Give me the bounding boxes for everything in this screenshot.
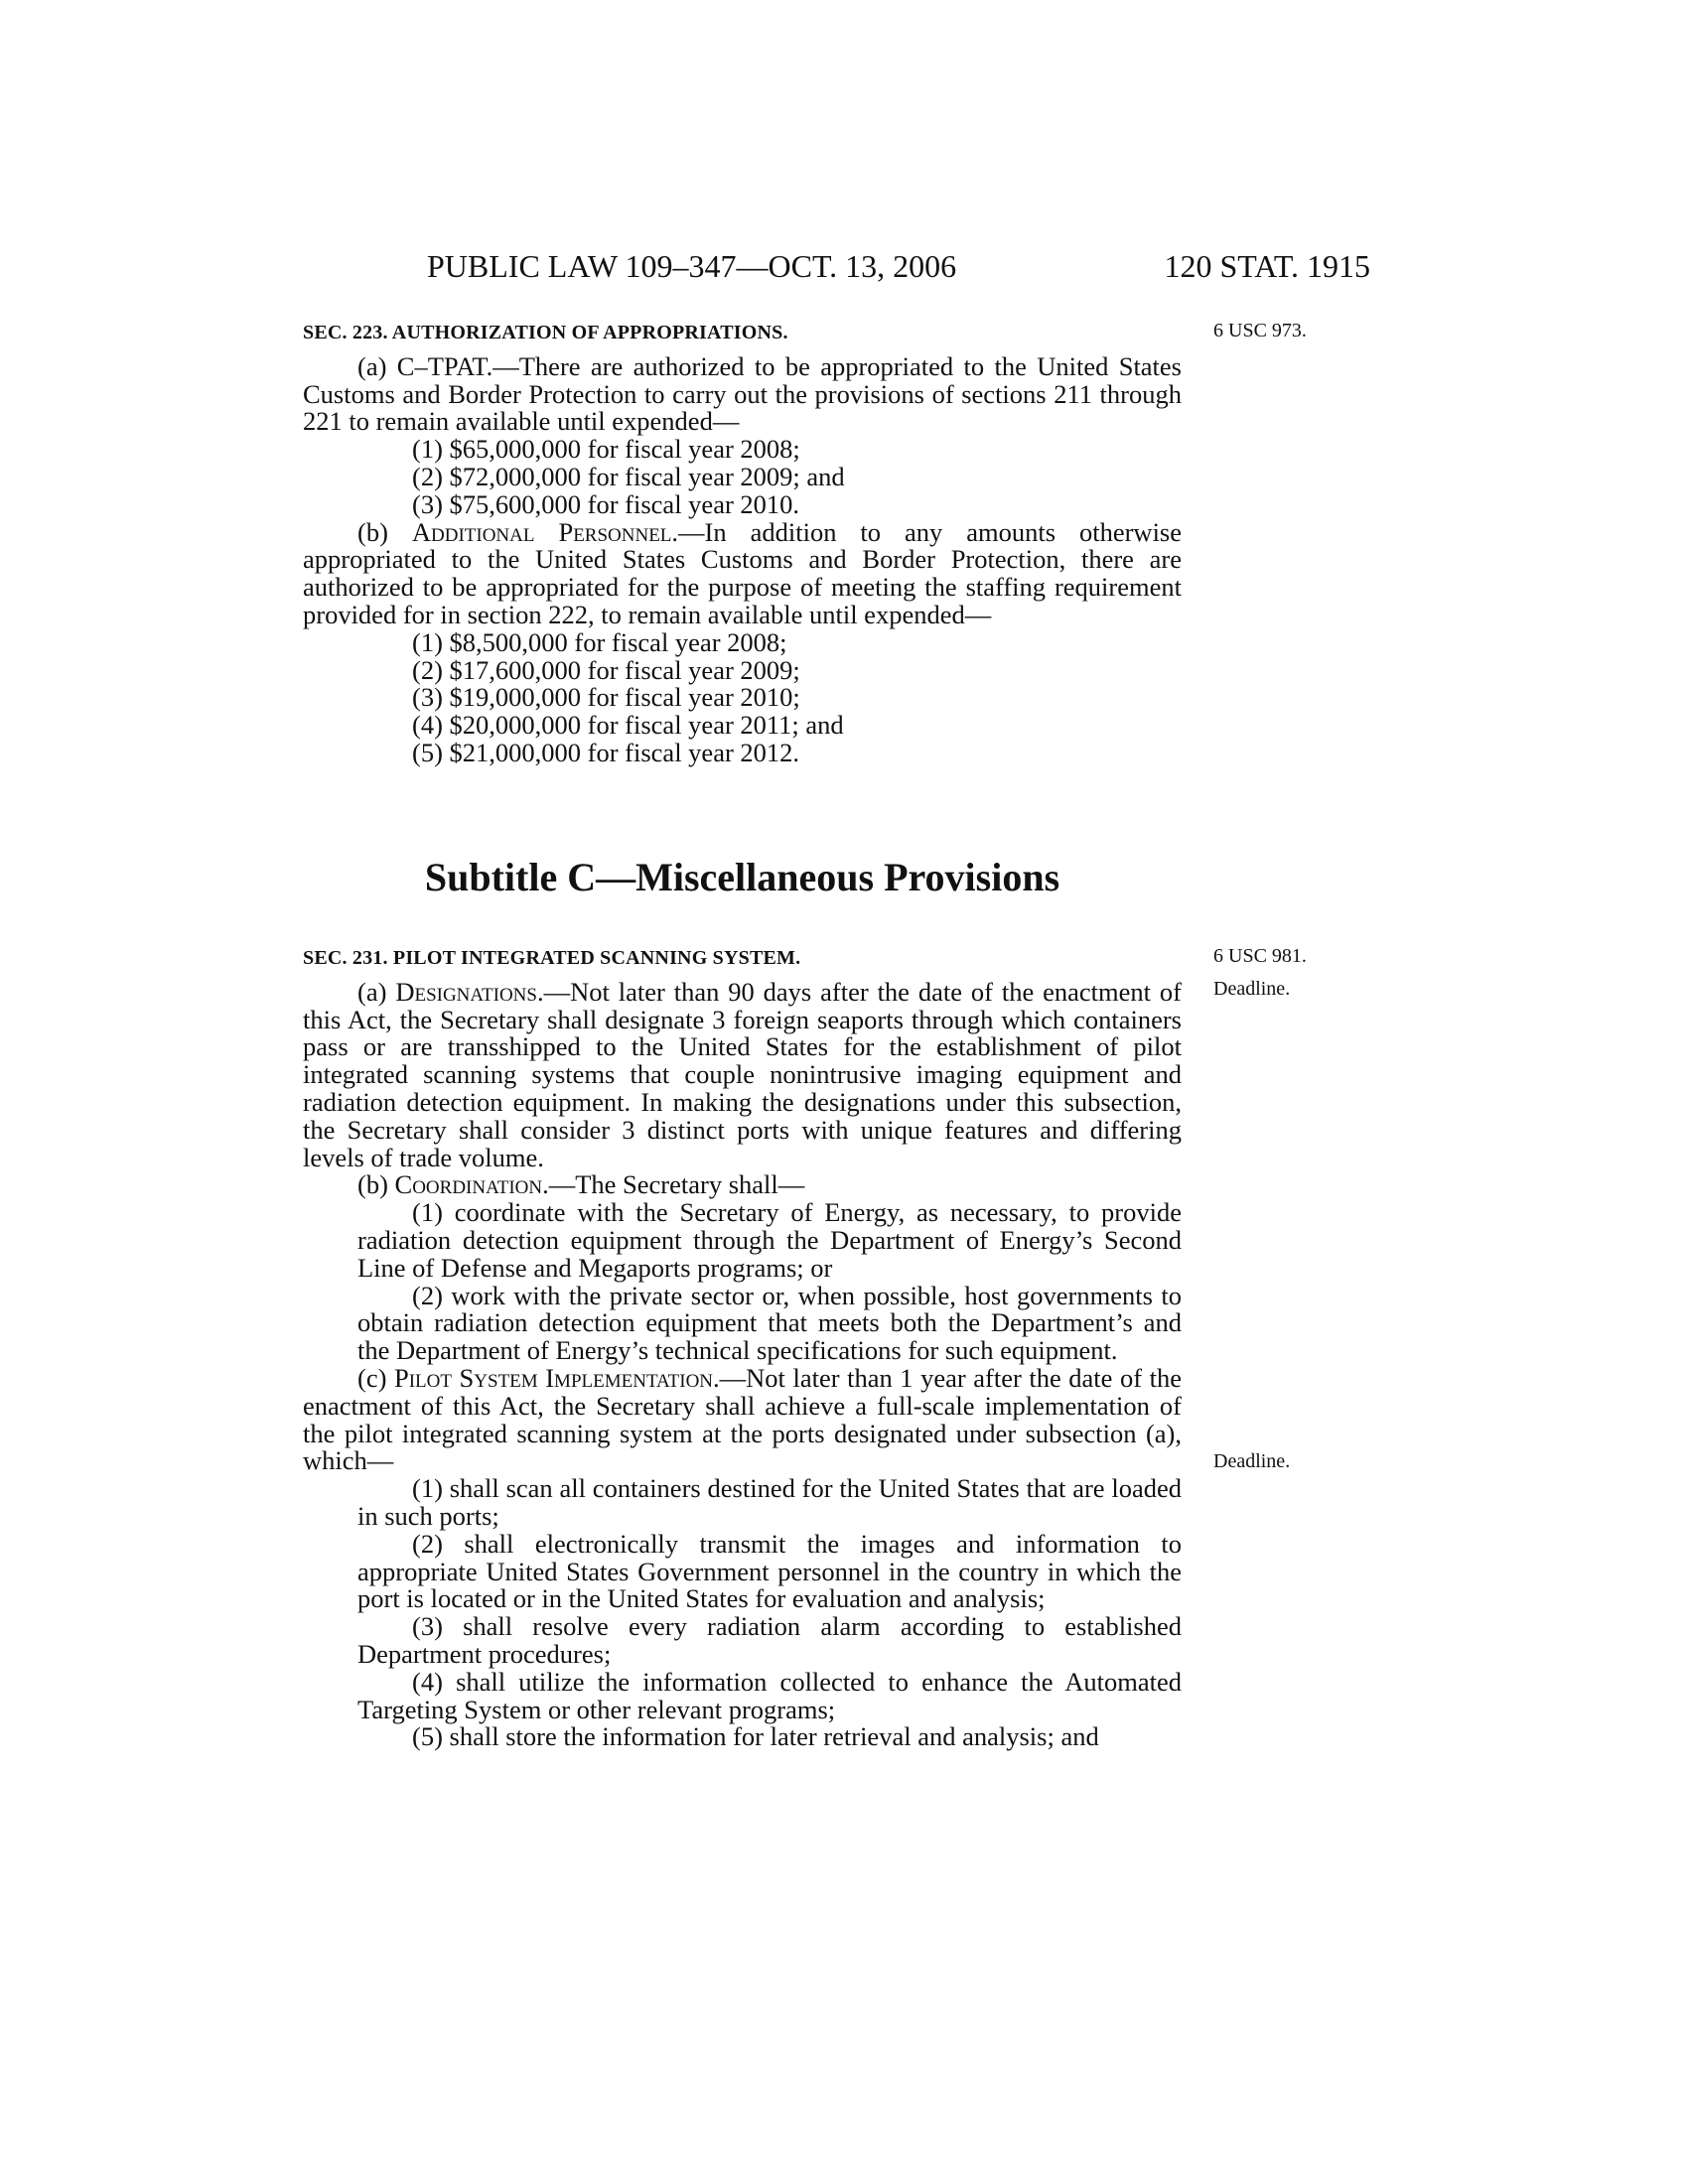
- section-231-b: [303, 1171, 1182, 1199]
- subsection-b-text: .—The Secretary shall—: [542, 1169, 805, 1200]
- list-item: (1) $65,000,000 for fiscal year 2008;: [412, 434, 800, 465]
- list-item: (4) shall utilize the information collected to enhance the Automated Targeting System or other relevant programs;: [357, 1666, 1182, 1724]
- list-item: (2) $17,600,000 for fiscal year 2009;: [412, 654, 800, 685]
- subsection-b-label: Coordination: [394, 1169, 543, 1200]
- subsection-b-label: Additional Personnel: [411, 516, 672, 547]
- list-item: (1) coordinate with the Secretary of Energy, as necessary, to provide radiation detection equipment through the Department of Energy’s Second Line of Defense and Megaports programs; or: [357, 1197, 1182, 1283]
- section-223: [303, 320, 1182, 767]
- page-header: [427, 248, 1370, 288]
- section-223-heading: SEC. 223. AUTHORIZATION OF APPROPRIATIONS.: [303, 322, 788, 343]
- list-item: (5) $21,000,000 for fiscal year 2012.: [412, 737, 800, 767]
- subsection-c-text: .—Not later than 1 year after the date of the enactment of this Act, the Secretary shall achieve a full-scale implementation of the pilot integrated scanning system at the ports designated under subsection (a), which—: [303, 1362, 1182, 1476]
- list-item: (2) shall electronically transmit the images and information to appropriate United States Government personnel in the country in which the port is located or in the United States for evaluation and analysis;: [357, 1528, 1182, 1614]
- margin-note-deadline: Deadline.: [1213, 978, 1291, 1000]
- section-231-heading: SEC. 231. PILOT INTEGRATED SCANNING SYSTEM.: [303, 947, 801, 969]
- list-item: (4) $20,000,000 for fiscal year 2011; and: [412, 710, 844, 741]
- subsection-b-text: .—In addition to any amounts otherwise appropriated to the United States Customs and Border Protection, there are authorized to be appropriated for the purpose of meeting the staffing requirement provided for in section 222, to remain available until expended—: [303, 516, 1183, 629]
- list-item: (1) shall scan all containers destined for the United States that are loaded in such ports;: [357, 1473, 1182, 1531]
- subsection-a-prefix: (a): [357, 976, 396, 1007]
- subsection-c-prefix: (c): [357, 1362, 394, 1393]
- list-item: (2) $72,000,000 for fiscal year 2009; and: [412, 461, 845, 491]
- subtitle-heading: Subtitle C—Miscellaneous Provisions: [424, 855, 1060, 899]
- subsection-b-prefix: (b): [357, 516, 412, 547]
- list-item: (5) shall store the information for later retrieval and analysis; and: [412, 1721, 1099, 1752]
- subsection-a-label: Designations: [395, 976, 537, 1007]
- list-item: (3) shall resolve every radiation alarm according to established Department procedures;: [357, 1611, 1182, 1669]
- list-item: (2) work with the private sector or, when possible, host governments to obtain radiation detection equipment that meets both the Department’s and the Department of Energy’s technical specifications for such equipment.: [357, 1280, 1182, 1366]
- section-231-c: [303, 1362, 1182, 1476]
- list-item: (3) $75,600,000 for fiscal year 2010.: [412, 488, 800, 519]
- margin-note-usc-973: 6 USC 973.: [1213, 320, 1307, 341]
- margin-note-usc-981: 6 USC 981.: [1213, 945, 1307, 967]
- subsection-c-label: Pilot System Implementation: [393, 1362, 714, 1393]
- running-title: PUBLIC LAW 109–347—OCT. 13, 2006: [427, 248, 957, 284]
- subsection-a-label: (a) C–TPAT.: [357, 350, 493, 381]
- section-223-b: [303, 516, 1183, 629]
- section-231: [303, 945, 1182, 1751]
- list-item: (3) $19,000,000 for fiscal year 2010;: [412, 682, 800, 713]
- list-item: (1) $8,500,000 for fiscal year 2008;: [412, 626, 787, 657]
- subsection-b-prefix: (b): [357, 1169, 395, 1200]
- section-231-a: [303, 976, 1182, 1172]
- subsection-a-text: .—Not later than 90 days after the date of the enactment of this Act, the Secretary shall designate 3 foreign seaports through which containers pass or are transshipped to the United States for the establishment of pilot integrated scanning systems that couple nonintrusive imaging equipment and radiation detection equipment. In making the designations under this subsection, the Secretary shall consider 3 distinct ports with unique features and differing levels of trade volume.: [303, 976, 1182, 1172]
- margin-note-deadline: Deadline.: [1213, 1450, 1291, 1472]
- section-223-a: [303, 350, 1182, 437]
- subsection-a-text: —There are authorized to be appropriated to the United States Customs and Border Protection to carry out the provisions of sections 211 through 221 to remain available until expended—: [303, 350, 1182, 437]
- stat-page-number: 120 STAT. 1915: [1164, 248, 1370, 284]
